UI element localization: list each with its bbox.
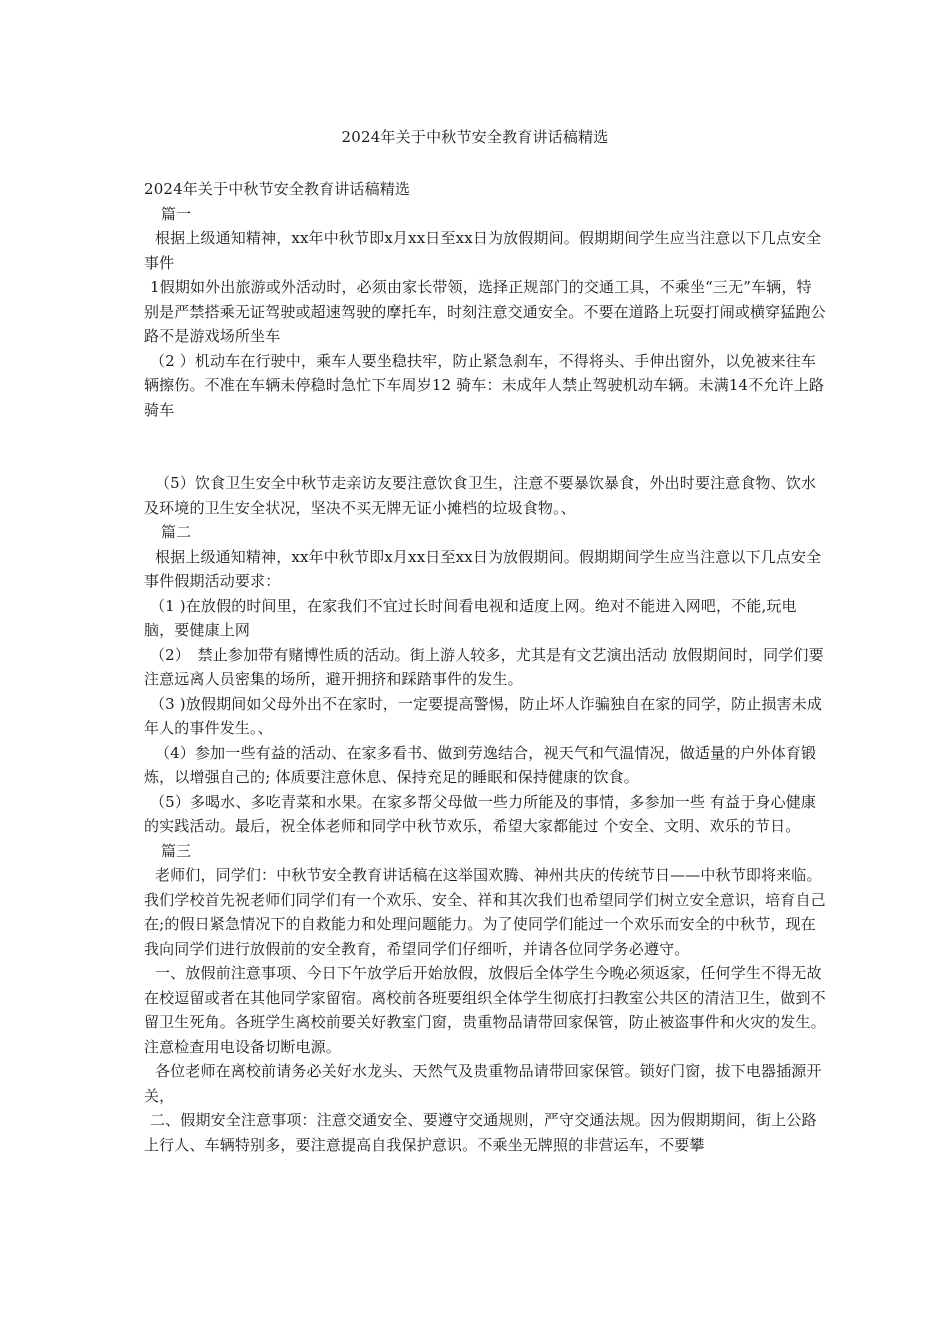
paragraph: （5）饮食卫生安全中秋节走亲访友要注意饮食卫生，注意不要暴饮暴食，外出时要注意食物、饮水及环境的卫生安全状况，坚决不买无牌无证小摊档的垃圾食物。、 bbox=[144, 474, 817, 517]
paragraph: （4）参加一些有益的活动、在家多看书、做到劳逸结合，视天气和气温情况，做适量的户外体育锻炼，以增强自己的; 体质要注意休息、保持充足的睡眠和保持健康的饮食。 bbox=[144, 743, 817, 786]
blank-gap bbox=[144, 422, 826, 471]
paragraph: （2） 禁止参加带有赌博性质的活动。街上游人较多，尤其是有文艺演出活动 放假期间时，同学们要注意远离人员密集的场所，避开拥挤和踩踏事件的发生。 bbox=[144, 645, 824, 688]
section-heading-2: 篇二 bbox=[161, 523, 192, 541]
paragraph: 二、假期安全注意事项：注意交通安全、要遵守交通规则，严守交通法规。因为假期期间，街上公路上行人、车辆特别多，要注意提高自我保护意识。不乘坐无牌照的非营运车，不要攀 bbox=[144, 1111, 817, 1154]
section-heading-1: 篇一 bbox=[161, 204, 192, 223]
paragraph: 根据上级通知精神，xx年中秋节即x月xx日至xx日为放假期间。假期期间学生应当注意以下几点安全事件 bbox=[144, 229, 822, 272]
paragraph: （3 )放假期间如父母外出不在家时，一定要提高警惕，防止坏人诈骗独自在家的同学，防止损害未成年人的事件发生。、 bbox=[144, 694, 823, 737]
document-subtitle: 2024年关于中秋节安全教育讲话稿精选 bbox=[144, 180, 411, 198]
paragraph: 根据上级通知精神，xx年中秋节即x月xx日至xx日为放假期间。假期期间学生应当注意以下几点安全事件假期活动要求： bbox=[144, 547, 822, 590]
paragraph: 各位老师在离校前请务必关好水龙头、天然气及贵重物品请带回家保管。锁好门窗，拔下电器插源开关， bbox=[144, 1062, 822, 1105]
paragraph: （1 )在放假的时间里，在家我们不宜过长时间看电视和适度上网。绝对不能进入网吧，不能,玩电脑，要健康上网 bbox=[144, 596, 797, 639]
paragraph: 1假期如外出旅游或外活动时，必须由家长带领，选择正规部门的交通工具，不乘坐“三无”车辆，特别是严禁搭乘无证驾驶或超速驾驶的摩托车，时刻注意交通安全。不要在道路上玩耍打闹或横穿猛跑公路不是游戏场所坐车 bbox=[144, 278, 826, 345]
paragraph: 老师们，同学们：中秋节安全教育讲话稿在这举国欢腾、神州共庆的传统节日——中秋节即将来临。我们学校首先祝老师们同学们有一个欢乐、安全、祥和其次我们也希望同学们树立安全意识，培育自己在;的假日紧急情况下的自救能力和处理问题能力。为了使同学们能过一个欢乐而安全的中秋节，现在我向同学们进行放假前的安全教育，希望同学们仔细听，并请各位同学务必遵守。 bbox=[144, 866, 826, 958]
document-body bbox=[144, 177, 826, 1157]
document-title: 2024年关于中秋节安全教育讲话稿精选 bbox=[341, 128, 609, 146]
paragraph: 一、放假前注意事项、今日下午放学后开始放假，放假后全体学生今晚必须返家，任何学生不得无故在校逗留或者在其他同学家留宿。离校前各班要组织全体学生彻底打扫教室公共区的清洁卫生，做到不留卫生死角。各班学生离校前要关好教室门窗，贵重物品请带回家保管，防止被盗事件和火灾的发生。注意检查用电设备切断电源。 bbox=[144, 964, 826, 1056]
section-heading-3: 篇三 bbox=[161, 841, 192, 860]
paragraph: （2 ）机动车在行驶中，乘车人要坐稳扶牢，防止紧急刹车，不得将头、手伸出窗外，以免被来往车辆擦伤。不准在车辆未停稳时急忙下车周岁12 骑车：未成年人禁止驾驶机动车辆。未满14不允许上路骑车 bbox=[144, 351, 824, 419]
paragraph: （5）多喝水、多吃青菜和水果。在家多帮父母做一些力所能及的事情，多参加一些 有益于身心健康的实践活动。最后，祝全体老师和同学中秋节欢乐，希望大家都能过 个安全、文明、欢乐的节日。 bbox=[144, 792, 817, 835]
